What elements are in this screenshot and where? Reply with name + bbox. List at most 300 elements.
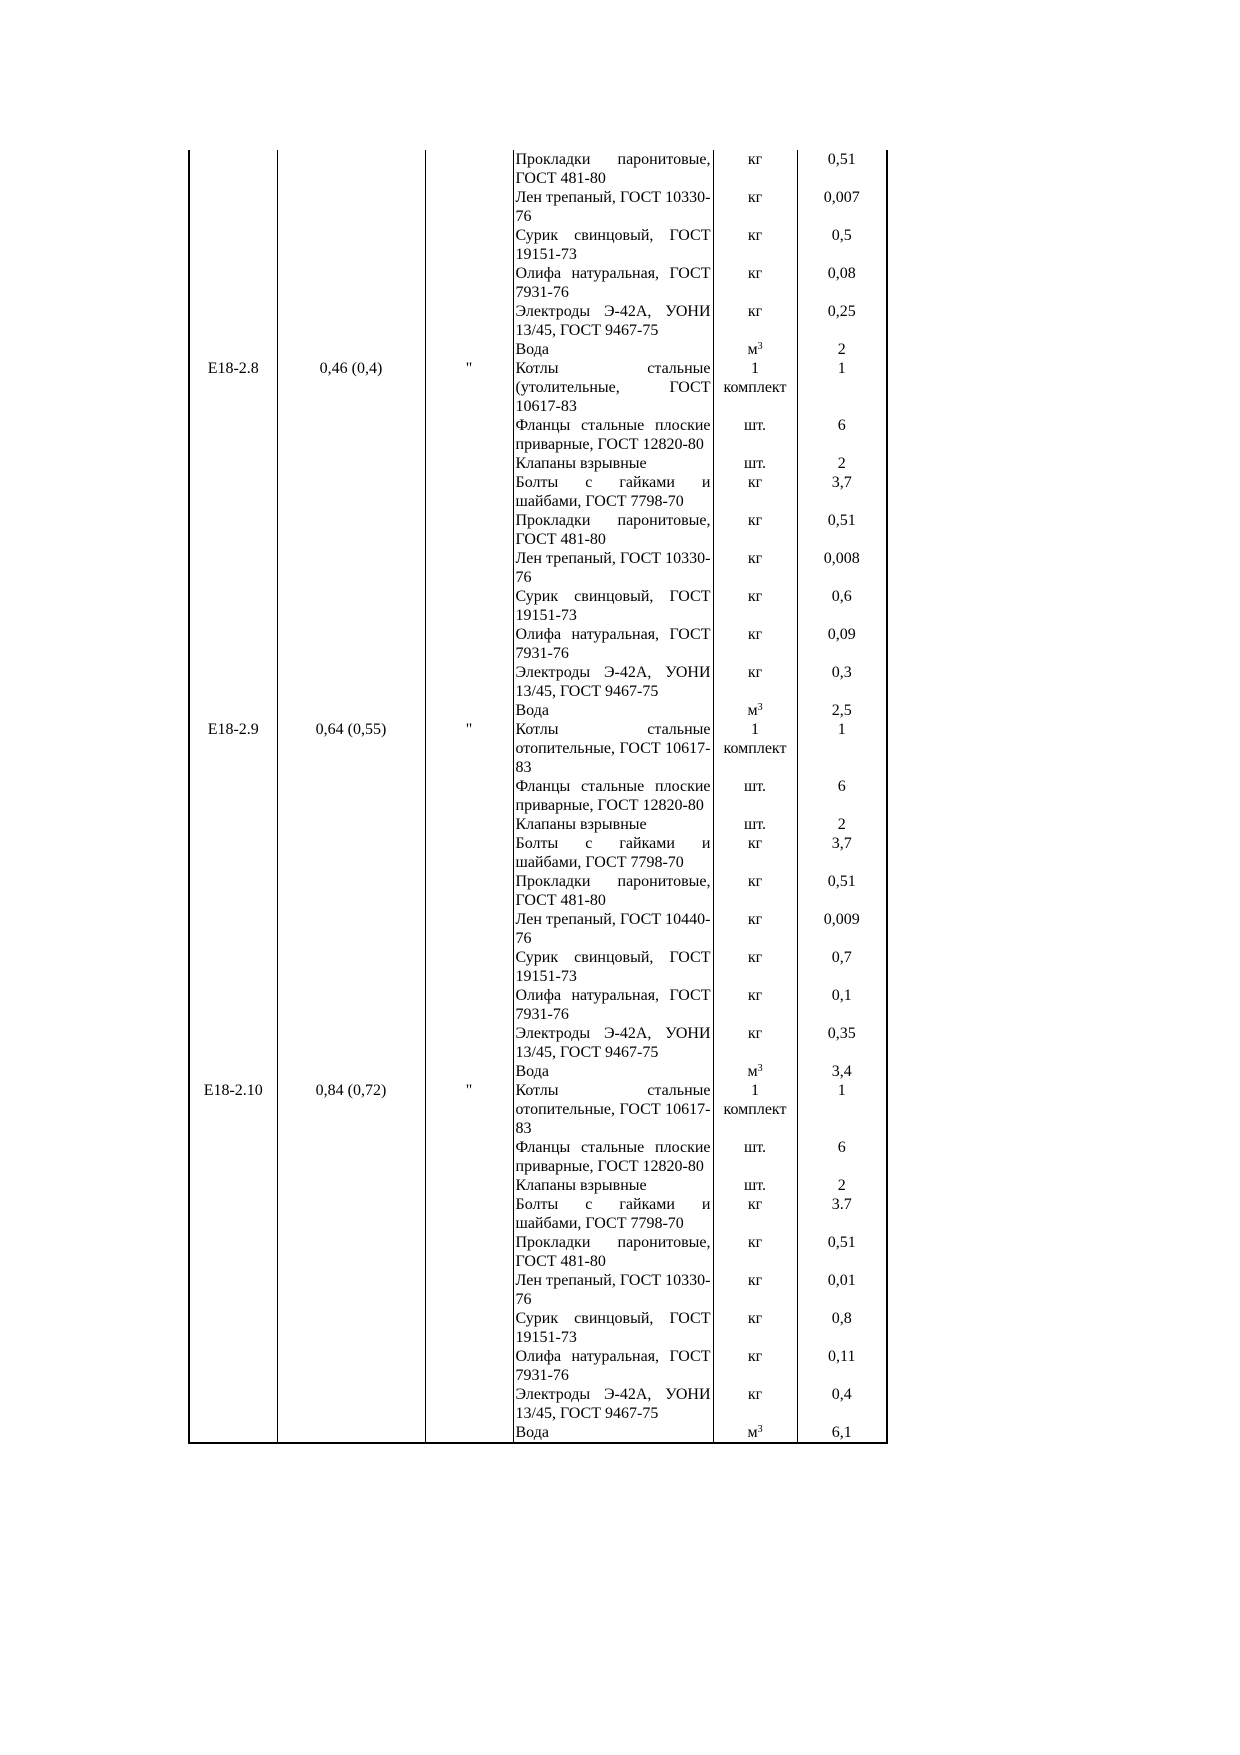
ditto-mark-cell (425, 150, 513, 188)
unit-label (716, 834, 795, 853)
unit-label (716, 1271, 795, 1290)
boiler-heat-output-cell (277, 416, 425, 454)
unit-cell (713, 549, 797, 587)
unit-cell (713, 1062, 797, 1081)
material-name-cell: Прокладки паронитовые, ГОСТ 481-80 (513, 511, 713, 549)
unit-label (716, 1195, 795, 1214)
quantity-cell: 6,1 (797, 1423, 887, 1443)
unit-text: кг (747, 987, 763, 1004)
unit-cell (713, 1309, 797, 1347)
norm-code-cell (189, 511, 277, 549)
material-name-cell: Клапаны взрывные (513, 1176, 713, 1195)
boiler-heat-output-cell (277, 587, 425, 625)
unit-text: м (747, 1424, 758, 1441)
material-name-cell: Олифа натуральная, ГОСТ 7931-76 (513, 264, 713, 302)
norm-code-cell (189, 910, 277, 948)
quantity-cell: 0,007 (797, 188, 887, 226)
unit-label (716, 511, 795, 530)
ditto-mark-cell (425, 625, 513, 663)
ditto-mark-cell (425, 834, 513, 872)
table-row (189, 473, 887, 511)
boiler-heat-output-cell (277, 226, 425, 264)
norm-code-cell (189, 815, 277, 834)
table-row (189, 454, 887, 473)
unit-cell (713, 834, 797, 872)
unit-label (716, 473, 795, 492)
ditto-mark-cell: " (425, 1081, 513, 1138)
ditto-mark-cell (425, 663, 513, 701)
unit-cell (713, 625, 797, 663)
boiler-heat-output-cell (277, 910, 425, 948)
table-row (189, 226, 887, 264)
ditto-mark-cell (425, 264, 513, 302)
norm-code-cell (189, 872, 277, 910)
norm-code-cell (189, 663, 277, 701)
unit-label (716, 948, 795, 967)
boiler-heat-output-cell (277, 1233, 425, 1271)
ditto-mark-cell (425, 1309, 513, 1347)
quantity-cell: 1 (797, 1081, 887, 1138)
table-row (189, 359, 887, 416)
norm-code-cell (189, 1062, 277, 1081)
ditto-mark-cell (425, 1062, 513, 1081)
quantity-cell: 3,7 (797, 473, 887, 511)
boiler-heat-output-cell (277, 1309, 425, 1347)
quantity-cell: 0,09 (797, 625, 887, 663)
table-row (189, 1024, 887, 1062)
material-name-cell: Котлы стальные отопительные, ГОСТ 10617-83 (513, 720, 713, 777)
unit-cell (713, 986, 797, 1024)
table-row (189, 416, 887, 454)
ditto-mark-cell: " (425, 720, 513, 777)
unit-text: 1 (751, 721, 759, 738)
boiler-heat-output-cell (277, 986, 425, 1024)
boiler-heat-output-cell (277, 1347, 425, 1385)
unit-text: кг (747, 189, 763, 206)
material-name-cell: Сурик свинцовый, ГОСТ 19151-73 (513, 226, 713, 264)
unit-cell (713, 416, 797, 454)
unit-cell (713, 1271, 797, 1309)
unit-label (716, 264, 795, 283)
unit-cell (713, 264, 797, 302)
unit-cell (713, 1024, 797, 1062)
boiler-heat-output-cell (277, 1024, 425, 1062)
norm-code-cell (189, 1138, 277, 1176)
table-body (189, 150, 887, 1443)
unit-text: кг (747, 265, 763, 282)
norm-code-cell (189, 454, 277, 473)
boiler-heat-output-cell (277, 625, 425, 663)
quantity-cell: 0,7 (797, 948, 887, 986)
boiler-heat-output-cell: 0,46 (0,4) (277, 359, 425, 416)
quantity-cell: 0,01 (797, 1271, 887, 1309)
unit-superscript: 3 (757, 1063, 763, 1074)
unit-text: кг (747, 1025, 763, 1042)
norm-code-cell (189, 777, 277, 815)
norm-code-cell: Е18-2.9 (189, 720, 277, 777)
unit-text: кг (747, 1310, 763, 1327)
material-name-cell: Прокладки паронитовые, ГОСТ 481-80 (513, 872, 713, 910)
unit-text: шт. (743, 1177, 767, 1194)
unit-superscript: 3 (757, 1424, 763, 1435)
ditto-mark-cell (425, 549, 513, 587)
quantity-cell: 2 (797, 340, 887, 359)
unit-cell (713, 340, 797, 359)
unit-text: кг (747, 588, 763, 605)
table-row (189, 1423, 887, 1443)
table-row (189, 1081, 887, 1138)
material-name-cell: Клапаны взрывные (513, 815, 713, 834)
table-row (189, 777, 887, 815)
quantity-cell: 2,5 (797, 701, 887, 720)
material-name-cell: Сурик свинцовый, ГОСТ 19151-73 (513, 1309, 713, 1347)
unit-label (716, 910, 795, 929)
unit-cell (713, 587, 797, 625)
norm-code-cell (189, 340, 277, 359)
table-row (189, 1385, 887, 1423)
quantity-cell: 3,7 (797, 834, 887, 872)
table-row (189, 625, 887, 663)
ditto-mark-cell (425, 1423, 513, 1443)
material-name-cell: Олифа натуральная, ГОСТ 7931-76 (513, 986, 713, 1024)
norm-code-cell (189, 188, 277, 226)
table-row (189, 834, 887, 872)
unit-label (716, 1176, 795, 1195)
unit-label (716, 416, 795, 435)
material-name-cell: Фланцы стальные плоские приварные, ГОСТ 12820-80 (513, 777, 713, 815)
material-name-cell: Прокладки паронитовые, ГОСТ 481-80 (513, 150, 713, 188)
unit-cell (713, 720, 797, 777)
ditto-mark-cell (425, 473, 513, 511)
boiler-heat-output-cell (277, 1195, 425, 1233)
boiler-heat-output-cell (277, 454, 425, 473)
material-name-cell: Лен трепаный, ГОСТ 10440-76 (513, 910, 713, 948)
boiler-heat-output-cell (277, 1176, 425, 1195)
boiler-heat-output-cell (277, 264, 425, 302)
material-name-cell: Электроды Э-42А, УОНИ 13/45, ГОСТ 9467-75 (513, 302, 713, 340)
ditto-mark-cell (425, 454, 513, 473)
table-row (189, 1271, 887, 1309)
table-row (189, 1176, 887, 1195)
table-row (189, 150, 887, 188)
norm-code-cell: Е18-2.8 (189, 359, 277, 416)
quantity-cell: 0,4 (797, 1385, 887, 1423)
norm-code-cell (189, 473, 277, 511)
quantity-cell: 3,4 (797, 1062, 887, 1081)
unit-label (716, 587, 795, 606)
quantity-cell: 0,8 (797, 1309, 887, 1347)
boiler-heat-output-cell (277, 188, 425, 226)
unit-text: кг (747, 303, 763, 320)
table-row (189, 1062, 887, 1081)
unit-text: кг (747, 512, 763, 529)
boiler-heat-output-cell (277, 1423, 425, 1443)
unit-cell (713, 1138, 797, 1176)
unit-label (716, 815, 795, 834)
ditto-mark-cell (425, 587, 513, 625)
unit-label-secondary: комплект (723, 379, 787, 396)
unit-label (716, 1062, 795, 1081)
unit-cell (713, 150, 797, 188)
unit-cell (713, 815, 797, 834)
table-row (189, 663, 887, 701)
norm-code-cell (189, 416, 277, 454)
unit-cell (713, 663, 797, 701)
unit-text: кг (747, 626, 763, 643)
ditto-mark-cell (425, 188, 513, 226)
ditto-mark-cell (425, 872, 513, 910)
boiler-heat-output-cell (277, 511, 425, 549)
ditto-mark-cell (425, 511, 513, 549)
unit-cell (713, 1195, 797, 1233)
unit-label-secondary: комплект (723, 1101, 787, 1118)
unit-cell (713, 359, 797, 416)
unit-cell (713, 1385, 797, 1423)
quantity-cell: 6 (797, 416, 887, 454)
unit-cell (713, 872, 797, 910)
quantity-cell: 0,51 (797, 150, 887, 188)
unit-label (716, 359, 795, 378)
material-name-cell: Котлы стальные отопительные, ГОСТ 10617-83 (513, 1081, 713, 1138)
norm-code-cell (189, 226, 277, 264)
table-row (189, 720, 887, 777)
table-row (189, 188, 887, 226)
unit-text: шт. (743, 417, 767, 434)
unit-label (716, 340, 795, 359)
table-row (189, 1195, 887, 1233)
unit-text: м (747, 341, 758, 358)
unit-text: кг (747, 151, 763, 168)
quantity-cell: 0,5 (797, 226, 887, 264)
unit-cell (713, 188, 797, 226)
boiler-heat-output-cell (277, 834, 425, 872)
table-row (189, 872, 887, 910)
norm-code-cell (189, 302, 277, 340)
boiler-heat-output-cell (277, 777, 425, 815)
ditto-mark-cell (425, 1176, 513, 1195)
unit-label (716, 1138, 795, 1157)
material-name-cell: Олифа натуральная, ГОСТ 7931-76 (513, 625, 713, 663)
unit-label (716, 986, 795, 1005)
unit-label (716, 188, 795, 207)
table-row (189, 340, 887, 359)
unit-text: кг (747, 664, 763, 681)
unit-text: кг (747, 949, 763, 966)
unit-label (716, 720, 795, 739)
unit-label (716, 549, 795, 568)
quantity-cell: 1 (797, 720, 887, 777)
quantity-cell: 0,51 (797, 1233, 887, 1271)
ditto-mark-cell (425, 1233, 513, 1271)
unit-text: кг (747, 1348, 763, 1365)
material-name-cell: Вода (513, 1062, 713, 1081)
material-name-cell: Электроды Э-42А, УОНИ 13/45, ГОСТ 9467-75 (513, 1385, 713, 1423)
unit-text: 1 (751, 360, 759, 377)
unit-cell (713, 226, 797, 264)
boiler-heat-output-cell (277, 1062, 425, 1081)
unit-text: кг (747, 1234, 763, 1251)
material-name-cell: Прокладки паронитовые, ГОСТ 481-80 (513, 1233, 713, 1271)
material-name-cell: Вода (513, 701, 713, 720)
material-name-cell: Лен трепаный, ГОСТ 10330-76 (513, 188, 713, 226)
unit-cell (713, 302, 797, 340)
boiler-heat-output-cell (277, 150, 425, 188)
ditto-mark-cell (425, 1024, 513, 1062)
boiler-heat-output-cell (277, 340, 425, 359)
table-row (189, 1347, 887, 1385)
norm-code-cell (189, 150, 277, 188)
resource-norms-table (188, 150, 888, 1444)
ditto-mark-cell (425, 1385, 513, 1423)
unit-cell (713, 1347, 797, 1385)
norm-code-cell (189, 1233, 277, 1271)
unit-label (716, 454, 795, 473)
material-name-cell: Электроды Э-42А, УОНИ 13/45, ГОСТ 9467-75 (513, 663, 713, 701)
unit-label-secondary: комплект (723, 740, 787, 757)
norm-code-cell (189, 1309, 277, 1347)
ditto-mark-cell (425, 815, 513, 834)
unit-cell (713, 473, 797, 511)
material-name-cell: Болты с гайками и шайбами, ГОСТ 7798-70 (513, 1195, 713, 1233)
table-row (189, 948, 887, 986)
unit-text: кг (747, 873, 763, 890)
boiler-heat-output-cell (277, 302, 425, 340)
unit-text: кг (747, 911, 763, 928)
unit-label (716, 226, 795, 245)
quantity-cell: 0,6 (797, 587, 887, 625)
unit-label (716, 663, 795, 682)
table-row (189, 1309, 887, 1347)
norm-code-cell: Е18-2.10 (189, 1081, 277, 1138)
norm-code-cell (189, 549, 277, 587)
norm-code-cell (189, 1024, 277, 1062)
ditto-mark-cell (425, 302, 513, 340)
norm-code-cell (189, 1347, 277, 1385)
material-name-cell: Фланцы стальные плоские приварные, ГОСТ 12820-80 (513, 1138, 713, 1176)
table-row (189, 264, 887, 302)
unit-cell (713, 1176, 797, 1195)
unit-text: кг (747, 227, 763, 244)
norm-code-cell (189, 1423, 277, 1443)
norm-code-cell (189, 948, 277, 986)
unit-cell (713, 910, 797, 948)
table-row (189, 549, 887, 587)
unit-label (716, 872, 795, 891)
norm-code-cell (189, 701, 277, 720)
ditto-mark-cell (425, 1195, 513, 1233)
unit-text: кг (747, 1272, 763, 1289)
norm-code-cell (189, 1271, 277, 1309)
ditto-mark-cell (425, 340, 513, 359)
quantity-cell: 3.7 (797, 1195, 887, 1233)
boiler-heat-output-cell (277, 948, 425, 986)
material-name-cell: Болты с гайками и шайбами, ГОСТ 7798-70 (513, 473, 713, 511)
unit-superscript: 3 (757, 702, 763, 713)
ditto-mark-cell (425, 1138, 513, 1176)
unit-label (716, 150, 795, 169)
quantity-cell: 2 (797, 815, 887, 834)
quantity-cell: 6 (797, 1138, 887, 1176)
unit-cell (713, 701, 797, 720)
ditto-mark-cell (425, 986, 513, 1024)
unit-label (716, 1233, 795, 1252)
quantity-cell: 0,1 (797, 986, 887, 1024)
unit-label (716, 1385, 795, 1404)
boiler-heat-output-cell (277, 872, 425, 910)
unit-cell (713, 454, 797, 473)
quantity-cell: 0,11 (797, 1347, 887, 1385)
material-name-cell: Лен трепаный, ГОСТ 10330-76 (513, 549, 713, 587)
table-row (189, 701, 887, 720)
table-row (189, 815, 887, 834)
boiler-heat-output-cell (277, 1138, 425, 1176)
boiler-heat-output-cell (277, 663, 425, 701)
quantity-cell: 0,009 (797, 910, 887, 948)
table-row (189, 587, 887, 625)
norm-code-cell (189, 834, 277, 872)
ditto-mark-cell (425, 948, 513, 986)
boiler-heat-output-cell (277, 1385, 425, 1423)
material-name-cell: Болты с гайками и шайбами, ГОСТ 7798-70 (513, 834, 713, 872)
table-row (189, 511, 887, 549)
unit-text: кг (747, 835, 763, 852)
unit-label (716, 701, 795, 720)
unit-text: шт. (743, 455, 767, 472)
quantity-cell: 1 (797, 359, 887, 416)
unit-cell (713, 1233, 797, 1271)
unit-text: м (747, 1063, 758, 1080)
norm-code-cell (189, 1176, 277, 1195)
boiler-heat-output-cell (277, 815, 425, 834)
material-name-cell: Электроды Э-42А, УОНИ 13/45, ГОСТ 9467-75 (513, 1024, 713, 1062)
boiler-heat-output-cell (277, 473, 425, 511)
unit-text: шт. (743, 778, 767, 795)
material-name-cell: Сурик свинцовый, ГОСТ 19151-73 (513, 587, 713, 625)
unit-label (716, 302, 795, 321)
unit-text: шт. (743, 1139, 767, 1156)
material-name-cell: Вода (513, 340, 713, 359)
ditto-mark-cell (425, 416, 513, 454)
ditto-mark-cell (425, 777, 513, 815)
quantity-cell: 0,008 (797, 549, 887, 587)
quantity-cell: 2 (797, 1176, 887, 1195)
unit-label (716, 1081, 795, 1100)
boiler-heat-output-cell (277, 1271, 425, 1309)
material-name-cell: Котлы стальные (утолительные, ГОСТ 10617-83 (513, 359, 713, 416)
unit-cell (713, 1423, 797, 1443)
ditto-mark-cell (425, 910, 513, 948)
quantity-cell: 0,51 (797, 872, 887, 910)
ditto-mark-cell (425, 701, 513, 720)
norm-code-cell (189, 264, 277, 302)
quantity-cell: 0,35 (797, 1024, 887, 1062)
table-row (189, 1233, 887, 1271)
unit-text: кг (747, 1386, 763, 1403)
boiler-heat-output-cell: 0,64 (0,55) (277, 720, 425, 777)
unit-cell (713, 948, 797, 986)
ditto-mark-cell: " (425, 359, 513, 416)
unit-cell (713, 1081, 797, 1138)
quantity-cell: 0,08 (797, 264, 887, 302)
quantity-cell: 0,3 (797, 663, 887, 701)
unit-text: кг (747, 1196, 763, 1213)
quantity-cell: 0,25 (797, 302, 887, 340)
quantity-cell: 2 (797, 454, 887, 473)
material-name-cell: Олифа натуральная, ГОСТ 7931-76 (513, 1347, 713, 1385)
material-name-cell: Лен трепаный, ГОСТ 10330-76 (513, 1271, 713, 1309)
unit-label (716, 1423, 795, 1442)
norm-code-cell (189, 1385, 277, 1423)
